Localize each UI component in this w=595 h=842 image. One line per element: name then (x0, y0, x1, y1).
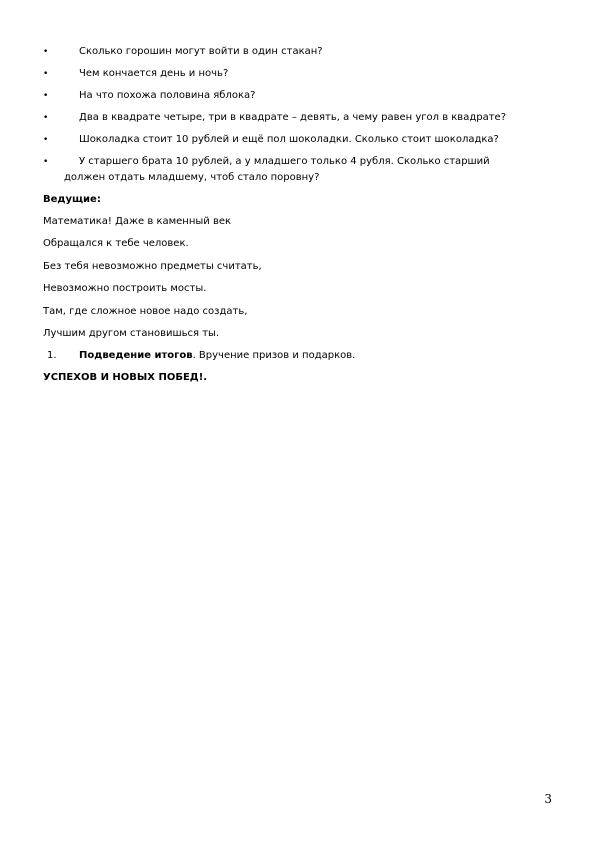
summary-bold-text: Подведение итогов (79, 350, 193, 361)
poem-line: Там, где сложное новое надо создать, (43, 306, 248, 317)
summary-text (43, 349, 355, 363)
question-text-line-2: должен отдать младшему, чтоб стало поровну? (64, 172, 320, 183)
question-item-1 (43, 45, 543, 59)
question-item-4 (43, 111, 543, 125)
bullet-icon: • (43, 47, 49, 57)
poem-line: Невозможно построить мосты. (43, 283, 207, 294)
bullet-icon: • (43, 69, 49, 79)
question-text: Сколько горошин могут войти в один стакан? (79, 46, 323, 57)
poem-line: Лучшим другом становишься ты. (43, 328, 220, 339)
poem-line: Без тебя невозможно предметы считать, (43, 261, 262, 272)
page-number: 3 (544, 792, 552, 806)
question-text: Шоколадка стоит 10 рублей и ещё пол шоколадки. Сколько стоит шоколадка? (79, 134, 499, 145)
bullet-icon: • (43, 91, 49, 101)
question-item-3 (43, 89, 543, 103)
summary-rest-text: . Вручение призов и подарков. (192, 350, 356, 361)
bullet-icon: • (43, 135, 49, 145)
question-text: Два в квадрате четыре, три в квадрате – девять, а чему равен угол в квадрате? (79, 112, 507, 123)
question-item-6 (43, 155, 543, 169)
question-item-5 (43, 133, 543, 147)
question-text: Чем кончается день и ночь? (79, 68, 229, 79)
question-text: На что похожа половина яблока? (79, 90, 256, 101)
summary-item (43, 349, 355, 363)
list-number: 1. (47, 350, 57, 361)
bullet-icon: • (43, 157, 49, 167)
poem-line: Обращался к тебе человек. (43, 238, 189, 249)
bullet-icon: • (43, 113, 49, 123)
question-item-2 (43, 67, 543, 81)
poem-line: Математика! Даже в каменный век (43, 216, 232, 227)
closing-line: УСПЕХОВ И НОВЫХ ПОБЕД!. (43, 372, 208, 383)
question-text-line-1: У старшего брата 10 рублей, а у младшего только 4 рубля. Сколько старший (79, 156, 490, 167)
hosts-heading: Ведущие: (43, 194, 101, 205)
